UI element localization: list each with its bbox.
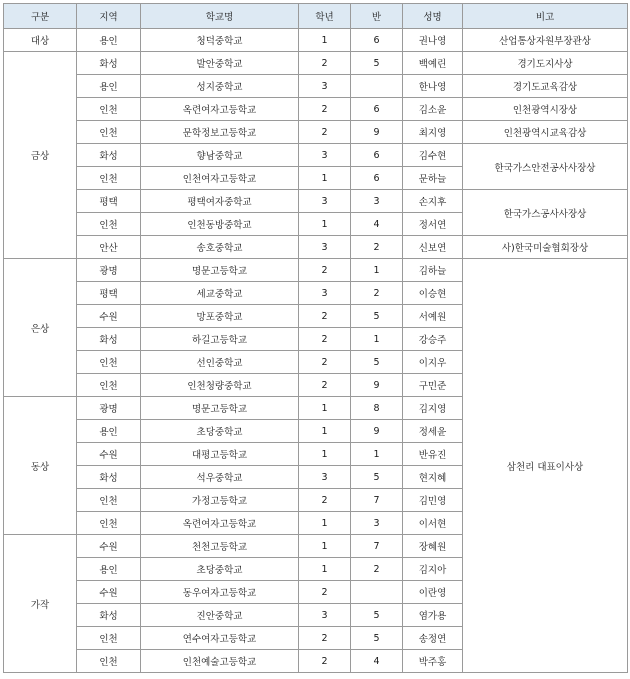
cell-grade: 1: [299, 443, 351, 466]
table-row: [4, 190, 628, 213]
cell-class: 2: [351, 282, 403, 305]
cell-class: 5: [351, 627, 403, 650]
cell-name: 장혜원: [403, 535, 463, 558]
cell-note: 삼천리 대표이사상: [463, 259, 628, 673]
cell-name: 김소윤: [403, 98, 463, 121]
cell-grade: 2: [299, 52, 351, 75]
cell-grade: 3: [299, 282, 351, 305]
cell-region: 광명: [77, 397, 141, 420]
cell-grade: 3: [299, 236, 351, 259]
cell-region: 안산: [77, 236, 141, 259]
cell-school: 옥련여자고등학교: [141, 512, 299, 535]
cell-school: 인천예술고등학교: [141, 650, 299, 673]
cell-name: 백예린: [403, 52, 463, 75]
cell-class: 1: [351, 259, 403, 282]
cell-name: 권나영: [403, 29, 463, 52]
cell-class: 4: [351, 213, 403, 236]
cell-grade: 3: [299, 604, 351, 627]
cell-grade: 1: [299, 535, 351, 558]
cell-grade: 3: [299, 466, 351, 489]
cell-region: 용인: [77, 558, 141, 581]
cell-region: 화성: [77, 466, 141, 489]
table-row: [4, 121, 628, 144]
cell-region: 수원: [77, 581, 141, 604]
cell-grade: 1: [299, 512, 351, 535]
cell-grade: 1: [299, 420, 351, 443]
cell-class: 8: [351, 397, 403, 420]
cell-note: 사)한국미술협회장상: [463, 236, 628, 259]
header-name: 성명: [403, 4, 463, 29]
cell-school: 인천여자고등학교: [141, 167, 299, 190]
cell-school: 송호중학교: [141, 236, 299, 259]
cell-class: 1: [351, 443, 403, 466]
cell-school: 석우중학교: [141, 466, 299, 489]
cell-class: 5: [351, 604, 403, 627]
cell-name: 강승주: [403, 328, 463, 351]
cell-grade: 2: [299, 305, 351, 328]
cell-class: 5: [351, 305, 403, 328]
header-class: 반: [351, 4, 403, 29]
table-row: [4, 75, 628, 98]
cell-grade: 1: [299, 29, 351, 52]
awards-table: [3, 3, 628, 673]
cell-school: 명문고등학교: [141, 397, 299, 420]
cell-grade: 3: [299, 144, 351, 167]
cell-grade: 2: [299, 650, 351, 673]
cell-name: 김지영: [403, 397, 463, 420]
cell-grade: 2: [299, 351, 351, 374]
cell-region: 인천: [77, 213, 141, 236]
cell-class: 5: [351, 351, 403, 374]
cell-name: 반유진: [403, 443, 463, 466]
cell-class: 6: [351, 167, 403, 190]
cell-note: 경기도지사상: [463, 52, 628, 75]
cell-school: 청덕중학교: [141, 29, 299, 52]
cell-grade: 2: [299, 328, 351, 351]
cell-region: 인천: [77, 627, 141, 650]
cell-region: 수원: [77, 443, 141, 466]
cell-school: 문학정보고등학교: [141, 121, 299, 144]
cell-region: 용인: [77, 75, 141, 98]
cell-name: 이지우: [403, 351, 463, 374]
header-region: 지역: [77, 4, 141, 29]
cell-class: [351, 75, 403, 98]
cell-name: 정세윤: [403, 420, 463, 443]
cell-grade: 2: [299, 489, 351, 512]
cell-region: 인천: [77, 121, 141, 144]
cell-school: 동우여자고등학교: [141, 581, 299, 604]
cell-class: 2: [351, 236, 403, 259]
cell-school: 초당중학교: [141, 420, 299, 443]
header-grade: 학년: [299, 4, 351, 29]
cell-region: 평택: [77, 282, 141, 305]
cell-school: 대평고등학교: [141, 443, 299, 466]
cell-class: 9: [351, 121, 403, 144]
cell-class: 6: [351, 98, 403, 121]
cell-name: 이란영: [403, 581, 463, 604]
cell-name: 염가용: [403, 604, 463, 627]
cell-grade: 1: [299, 167, 351, 190]
cell-name: 이승현: [403, 282, 463, 305]
cell-note: 인천광역시장상: [463, 98, 628, 121]
cell-class: 6: [351, 144, 403, 167]
cell-name: 김하늘: [403, 259, 463, 282]
cell-school: 명문고등학교: [141, 259, 299, 282]
cell-name: 김수현: [403, 144, 463, 167]
cell-grade: 2: [299, 627, 351, 650]
cell-grade: 2: [299, 581, 351, 604]
cell-school: 평택여자중학교: [141, 190, 299, 213]
cell-school: 가정고등학교: [141, 489, 299, 512]
cell-school: 인천동방중학교: [141, 213, 299, 236]
cell-region: 인천: [77, 650, 141, 673]
cell-region: 인천: [77, 98, 141, 121]
cell-school: 발안중학교: [141, 52, 299, 75]
cell-class: 3: [351, 190, 403, 213]
table-row: [4, 144, 628, 167]
cell-school: 초당중학교: [141, 558, 299, 581]
cell-school: 성지중학교: [141, 75, 299, 98]
cell-school: 인천청량중학교: [141, 374, 299, 397]
cell-class: 9: [351, 420, 403, 443]
cell-region: 광명: [77, 259, 141, 282]
cell-region: 화성: [77, 328, 141, 351]
header-row: [4, 4, 628, 29]
cell-grade: 3: [299, 190, 351, 213]
cell-class: 1: [351, 328, 403, 351]
cell-region: 수원: [77, 535, 141, 558]
cell-grade: 1: [299, 397, 351, 420]
cell-class: 5: [351, 52, 403, 75]
cell-class: 5: [351, 466, 403, 489]
cell-school: 진안중학교: [141, 604, 299, 627]
cell-name: 손지후: [403, 190, 463, 213]
cell-note: 한국가스안전공사사장상: [463, 144, 628, 190]
table-row: [4, 29, 628, 52]
award-category: 동상: [4, 397, 77, 535]
cell-region: 인천: [77, 167, 141, 190]
cell-name: 이서현: [403, 512, 463, 535]
cell-region: 화성: [77, 144, 141, 167]
table-row: [4, 236, 628, 259]
cell-name: 박주홍: [403, 650, 463, 673]
cell-class: [351, 581, 403, 604]
cell-name: 한나영: [403, 75, 463, 98]
cell-name: 최지영: [403, 121, 463, 144]
cell-grade: 2: [299, 259, 351, 282]
cell-school: 망포중학교: [141, 305, 299, 328]
cell-school: 하길고등학교: [141, 328, 299, 351]
cell-school: 세교중학교: [141, 282, 299, 305]
table-row: [4, 52, 628, 75]
award-category: 은상: [4, 259, 77, 397]
cell-class: 7: [351, 535, 403, 558]
cell-school: 옥련여자고등학교: [141, 98, 299, 121]
cell-region: 용인: [77, 420, 141, 443]
cell-class: 6: [351, 29, 403, 52]
cell-grade: 2: [299, 374, 351, 397]
cell-region: 인천: [77, 351, 141, 374]
cell-name: 서예원: [403, 305, 463, 328]
cell-school: 연수여자고등학교: [141, 627, 299, 650]
table-body: [4, 29, 628, 673]
header-category: 구분: [4, 4, 77, 29]
header-school: 학교명: [141, 4, 299, 29]
cell-class: 2: [351, 558, 403, 581]
cell-school: 향남중학교: [141, 144, 299, 167]
cell-region: 화성: [77, 604, 141, 627]
cell-name: 신보연: [403, 236, 463, 259]
cell-name: 송정연: [403, 627, 463, 650]
cell-region: 수원: [77, 305, 141, 328]
cell-class: 3: [351, 512, 403, 535]
cell-name: 정서연: [403, 213, 463, 236]
cell-note: 한국가스공사사장상: [463, 190, 628, 236]
cell-name: 문하늘: [403, 167, 463, 190]
cell-region: 인천: [77, 489, 141, 512]
cell-region: 인천: [77, 512, 141, 535]
cell-region: 용인: [77, 29, 141, 52]
award-category: 가작: [4, 535, 77, 673]
cell-region: 화성: [77, 52, 141, 75]
cell-grade: 2: [299, 121, 351, 144]
cell-region: 평택: [77, 190, 141, 213]
cell-class: 4: [351, 650, 403, 673]
table-row: [4, 259, 628, 282]
cell-class: 9: [351, 374, 403, 397]
cell-grade: 1: [299, 558, 351, 581]
cell-name: 김지아: [403, 558, 463, 581]
cell-note: 인천광역시교육감상: [463, 121, 628, 144]
table-row: [4, 98, 628, 121]
cell-grade: 1: [299, 213, 351, 236]
award-category: 금상: [4, 52, 77, 259]
cell-name: 김민영: [403, 489, 463, 512]
cell-grade: 2: [299, 98, 351, 121]
header-note: 비고: [463, 4, 628, 29]
cell-grade: 3: [299, 75, 351, 98]
cell-name: 현지혜: [403, 466, 463, 489]
cell-school: 선인중학교: [141, 351, 299, 374]
award-category: 대상: [4, 29, 77, 52]
cell-class: 7: [351, 489, 403, 512]
cell-school: 천천고등학교: [141, 535, 299, 558]
cell-region: 인천: [77, 374, 141, 397]
cell-note: 경기도교육감상: [463, 75, 628, 98]
cell-name: 구민준: [403, 374, 463, 397]
cell-note: 산업통상자원부장관상: [463, 29, 628, 52]
